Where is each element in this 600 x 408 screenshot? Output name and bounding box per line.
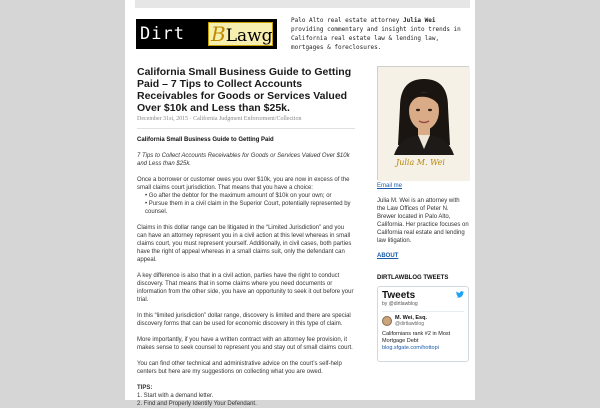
site-tagline: Palo Alto real estate attorney Julia Wei providing commentary and insight into trends in California real estate law & lending law, mortgages & foreclosures. xyxy=(291,17,461,51)
post-body xyxy=(137,136,355,408)
twitter-bird-icon xyxy=(456,291,464,298)
list-item: • Pursue them in a civil claim in the Superior Court, potentially represented by counsel. xyxy=(145,200,355,216)
post-title[interactable]: California Small Business Guide to Getting Paid – 7 Tips to Collect Accounts Receivables for Goods or Services Valued Over $10k and Less than $25k. xyxy=(137,66,352,114)
avatar xyxy=(382,316,392,326)
list-item: • Go after the debtor for the maximum amount of $10k on your own; or xyxy=(145,192,355,200)
post-meta: December 31st, 2015 · California Judgment Enforcement/Collection xyxy=(137,116,302,122)
sidebar xyxy=(377,66,469,362)
post-intro: 7 Tips to Collect Accounts Receivables for Goods or Services Valued Over $10k and Less than $25k. xyxy=(137,153,350,167)
tweets-heading: DIRTLAWBLOG TWEETS xyxy=(377,275,449,281)
tip-item: 2. Find and Properly Identify Your Defendant. xyxy=(137,401,257,407)
choice-list xyxy=(137,192,355,216)
author-photo xyxy=(377,66,469,180)
title-divider xyxy=(137,128,355,129)
main-content xyxy=(137,66,355,408)
tweet-author[interactable] xyxy=(382,315,464,327)
logo-dirt-text: Dirt xyxy=(140,24,185,44)
tweets-title: Tweets xyxy=(382,290,416,301)
about-link[interactable]: ABOUT xyxy=(377,253,399,259)
post-paragraph: You can find other technical and administrative advice on the court’s self-help centers but here are my suggestions on collecting what you are owed. xyxy=(137,361,342,375)
tweet-link[interactable]: blog.sfgate.com/hottopi xyxy=(382,345,439,351)
email-me-link[interactable]: Email me xyxy=(377,183,403,189)
site-logo[interactable] xyxy=(136,19,277,49)
author-bio: Julia M. Wei is an attorney with the Law Offices of Peter N. Brewer located in Palo Alto, California. Her practice focuses on California real estate and lending law litigation. xyxy=(377,198,469,244)
twitter-widget[interactable] xyxy=(377,286,469,362)
post-paragraph: Claims in this dollar range can be litigated in the “Limited Jurisdiction” and you can have an attorney represent you in a civil action at this level whereas in small claims court, you must represent yourself. Additionally, in civil cases, both parties have the right of appeal whereas in a small claims suit, only the defendant can appeal. xyxy=(137,225,352,263)
header-band xyxy=(135,0,470,8)
tweet-author-name: M. Wei, Esq. xyxy=(395,315,427,321)
post-subhead: California Small Business Guide to Getting Paid xyxy=(137,137,274,143)
post-paragraph: In this “limited jurisdiction” dollar range, discovery is limited and there are special discovery forms that can be used for economic discovery in this type of claim. xyxy=(137,313,351,327)
tip-item: 1. Start with a demand letter. xyxy=(137,393,214,399)
tweets-by-handle[interactable]: by @dirtlawblog xyxy=(382,301,418,307)
post-paragraph: More importantly, if you have a written contract with an attorney fee provision, it makes sense to seek counsel to represent you and stay out of small claims court. xyxy=(137,337,353,351)
author-signature: Julia M. Wei xyxy=(396,158,445,167)
tweet-author-handle: @dirtlawblog xyxy=(395,321,424,327)
blog-page xyxy=(125,0,475,407)
site-header xyxy=(125,0,475,62)
tweet-text: Californians rank #2 in Most Mortgage Debt blog.sfgate.com/hottopi xyxy=(382,331,451,351)
tweets-divider xyxy=(382,311,464,312)
logo-blawg-text: BLawg xyxy=(208,22,273,46)
tips-heading: TIPS: xyxy=(137,385,153,391)
post-paragraph: Once a borrower or customer owes you over $10k, you are now in excess of the small claims court jurisdiction. That means that you have a choice: xyxy=(137,177,350,191)
post-paragraph: A key difference is also that in a civil action, parties have the right to conduct discovery. That means that in some claims where you need documents or information from the other side, you have an opportunity to seek it out before your trial. xyxy=(137,273,354,303)
